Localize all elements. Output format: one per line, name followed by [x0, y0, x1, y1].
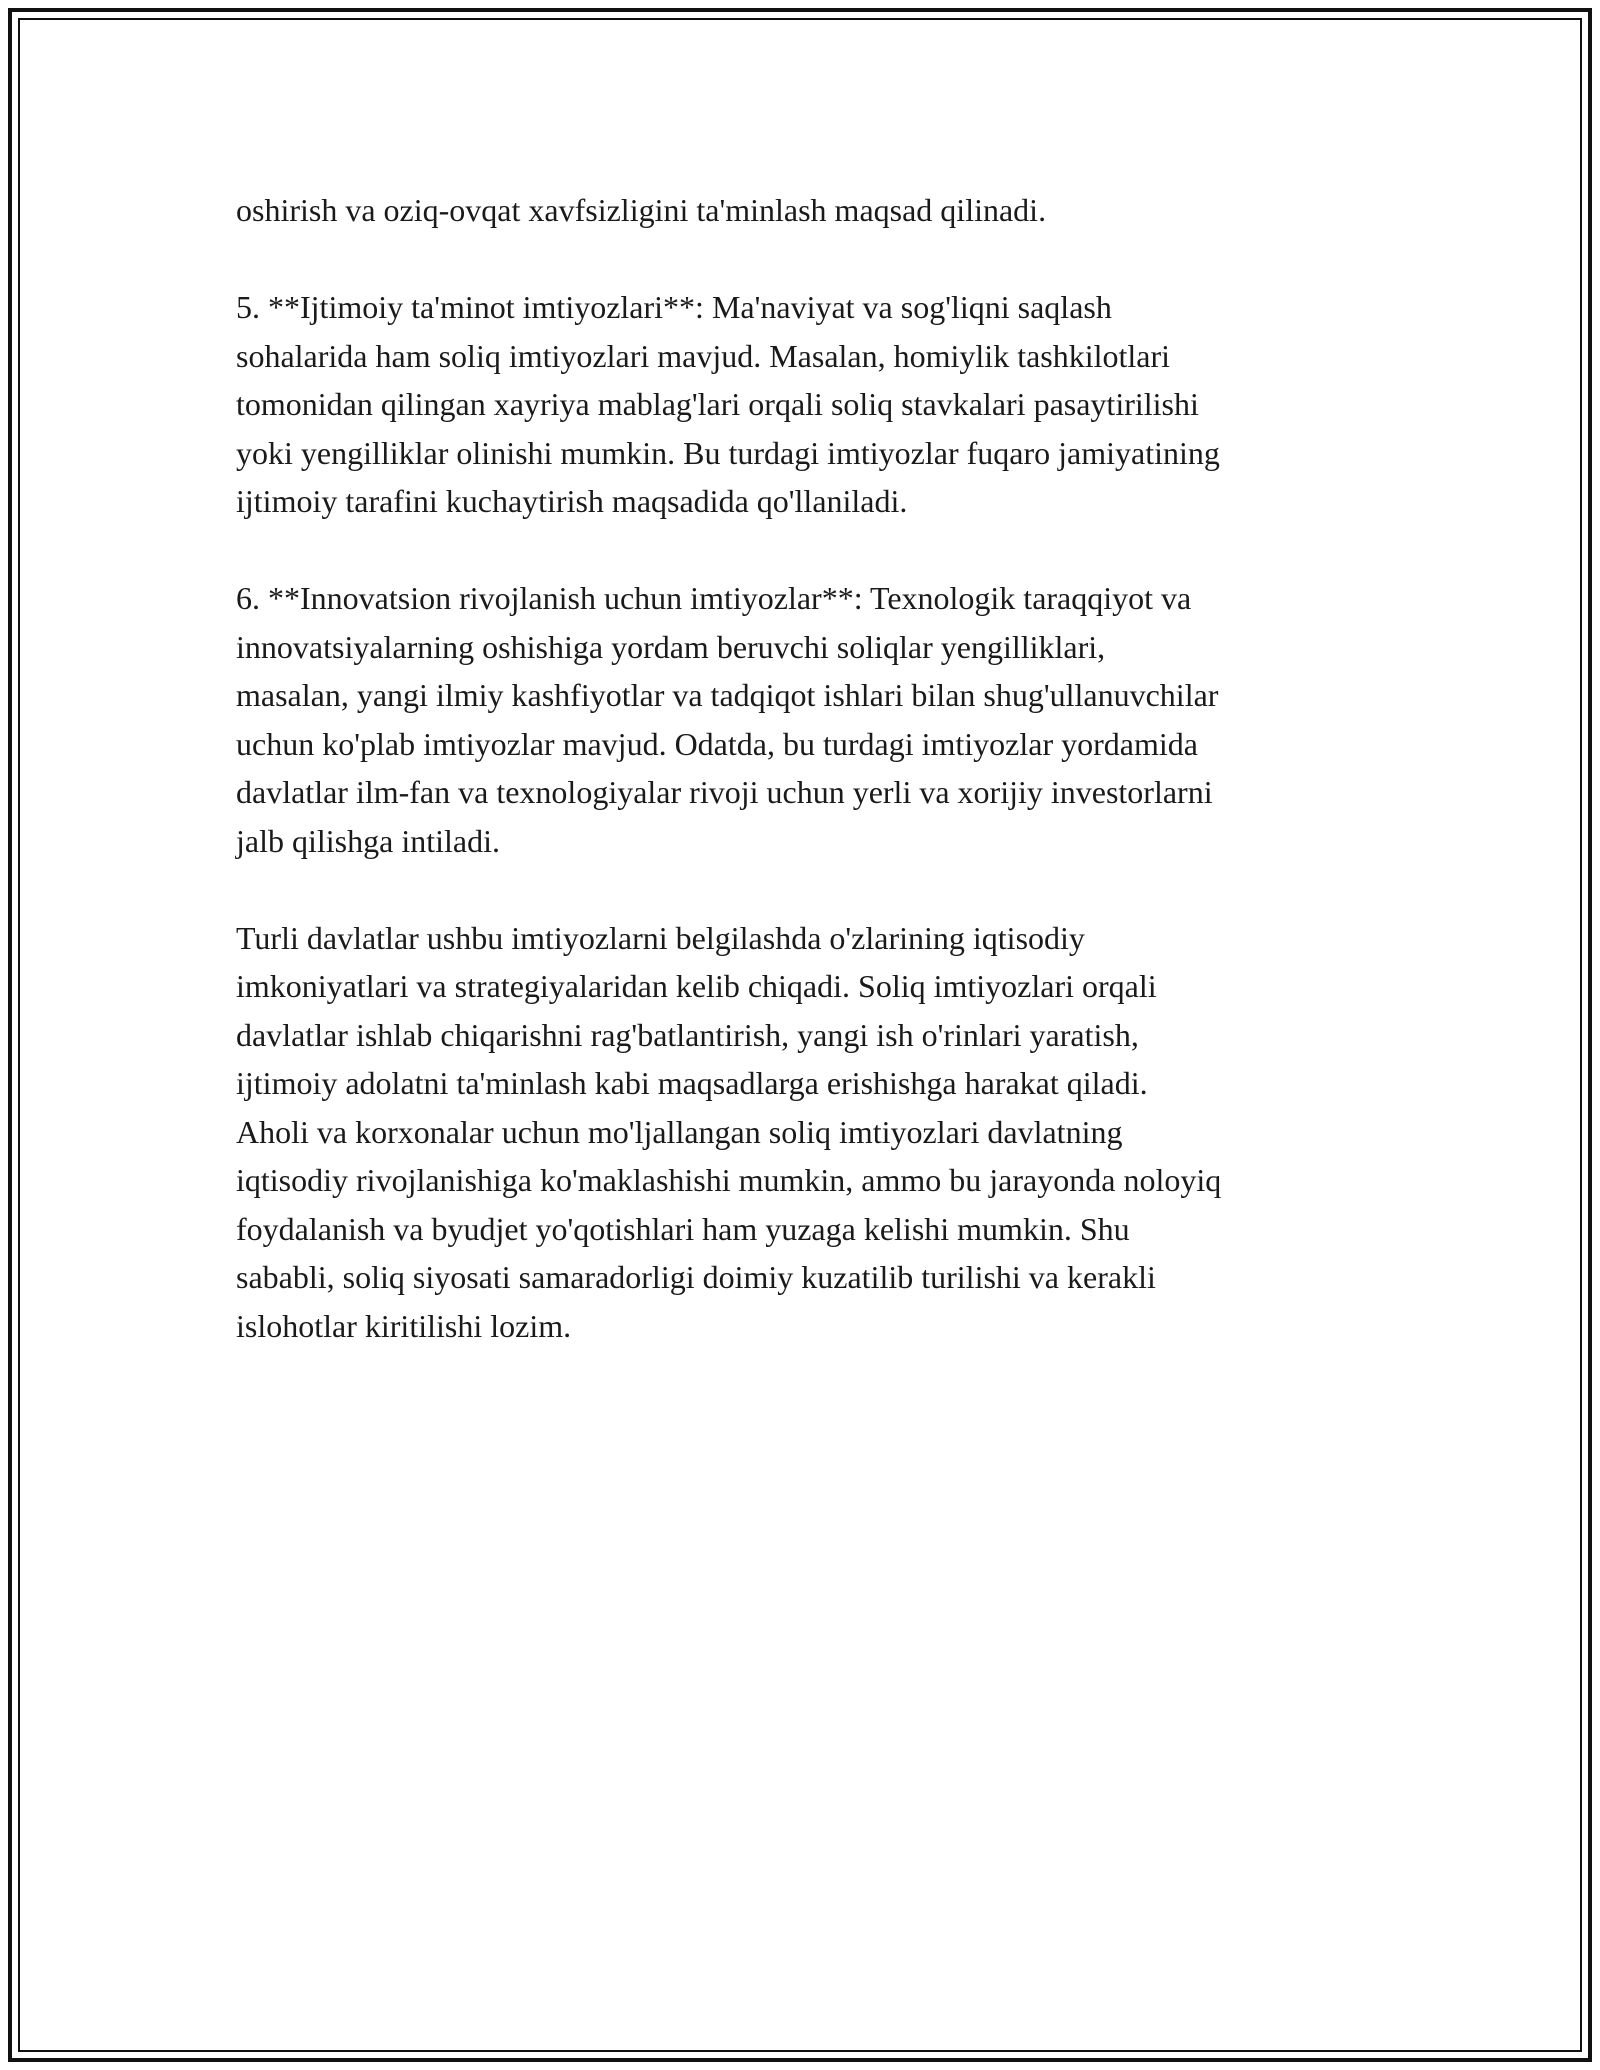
paragraph-innovation-benefits: 6. **Innovatsion rivojlanish uchun imtiyozlar**: Texnologik taraqqiyot va innovatsiyalarning oshishiga yordam beruvchi soliqlar yengilliklari, masalan, yangi ilmiy kashfiyotlar va tadqiqot ishlari bilan shug'ullanuvchilar uchun ko'plab imtiyozlar mavjud. Odatda, bu turdagi imtiyozlar yordamida davlatlar ilm-fan va texnologiyalar rivoji uchun yerli va xorijiy investorlarni jalb qilishga intiladi.	[236, 580, 1219, 859]
document-body	[236, 186, 1386, 1399]
paragraph-social-benefits: 5. **Ijtimoiy ta'minot imtiyozlari**: Ma'naviyat va sog'liqni saqlash sohalarida ham soliq imtiyozlari mavjud. Masalan, homiylik tashkilotlari tomonidan qilingan xayriya mablag'lari orqali soliq stavkalari pasaytirilishi yoki yengilliklar olinishi mumkin. Bu turdagi imtiyozlar fuqaro jamiyatining ijtimoiy tarafini kuchaytirish maqsadida qo'llaniladi.	[236, 289, 1220, 519]
paragraph-conclusion: Turli davlatlar ushbu imtiyozlarni belgilashda o'zlarining iqtisodiy imkoniyatlari va strategiyalaridan kelib chiqadi. Soliq imtiyozlari orqali davlatlar ishlab chiqarishni rag'batlantirish, yangi ish o'rinlari yaratish, ijtimoiy adolatni ta'minlash kabi maqsadlarga erishishga harakat qiladi. Aholi va korxonalar uchun mo'ljallangan soliq imtiyozlari davlatning iqtisodiy rivojlanishiga ko'maklashishi mumkin, ammo bu jarayonda noloyiq foydalanish va byudjet yo'qotishlari ham yuzaga kelishi mumkin. Shu sababli, soliq siyosati samaradorligi doimiy kuzatilib turilishi va kerakli islohotlar kiritilishi lozim.	[236, 919, 1222, 1344]
paragraph-intro-continuation: oshirish va oziq-ovqat xavfsizligini ta'minlash maqsad qilinadi.	[236, 192, 1047, 228]
